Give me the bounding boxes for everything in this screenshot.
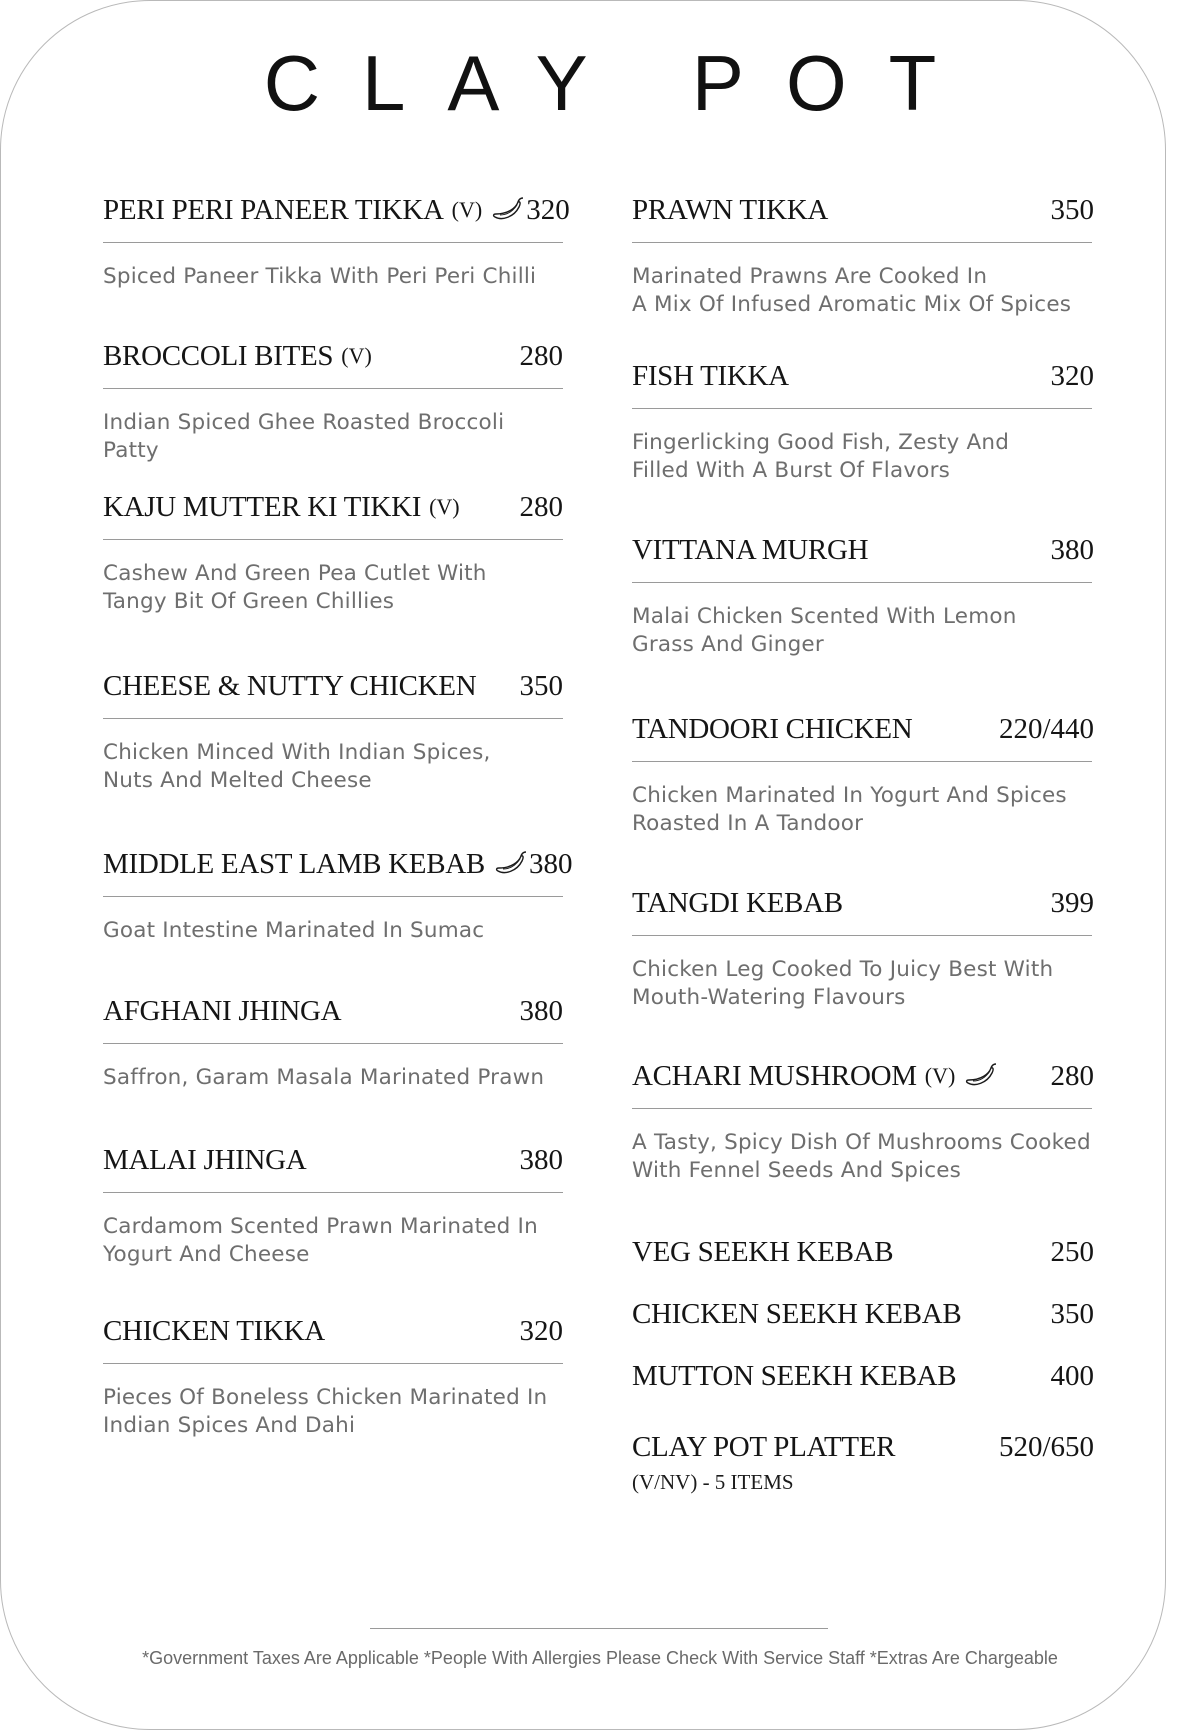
item-divider — [103, 1192, 563, 1193]
menu-item — [103, 339, 563, 465]
menu-item — [103, 994, 563, 1092]
menu-item — [103, 1314, 563, 1440]
item-name: CHICKEN TIKKA — [103, 1315, 325, 1347]
item-title-group — [103, 339, 372, 373]
item-header — [632, 533, 1094, 567]
item-header — [103, 193, 570, 227]
item-header — [632, 1359, 1094, 1393]
item-description: Cashew And Green Pea Cutlet With Tangy Bit Of Green Chillies — [103, 561, 487, 615]
item-name: CHEESE & NUTTY CHICKEN — [103, 670, 477, 702]
item-price: 280 — [519, 340, 563, 372]
item-name: VEG SEEKH KEBAB — [632, 1236, 894, 1268]
item-name: CHICKEN SEEKH KEBAB — [632, 1298, 962, 1330]
item-divider — [103, 242, 563, 243]
item-divider — [632, 1108, 1092, 1109]
item-header — [632, 886, 1094, 920]
item-name: MUTTON SEEKH KEBAB — [632, 1360, 957, 1392]
item-description: Spiced Paneer Tikka With Peri Peri Chilli — [103, 264, 537, 290]
veg-tag: (V) — [924, 1063, 956, 1088]
item-price: 380 — [519, 1144, 563, 1176]
item-divider — [632, 761, 1092, 762]
item-name: BROCCOLI BITES — [103, 340, 334, 372]
menu-item — [632, 1359, 1094, 1393]
item-price: 220/440 — [998, 713, 1094, 745]
item-header — [103, 994, 563, 1028]
menu-item — [103, 1143, 563, 1269]
item-header — [103, 669, 563, 703]
item-description: Saffron, Garam Masala Marinated Prawn — [103, 1065, 545, 1091]
item-description: Fingerlicking Good Fish, Zesty And Filled With A Burst Of Flavors — [632, 430, 1010, 484]
item-description: Malai Chicken Scented With Lemon Grass And Ginger — [632, 604, 1017, 658]
item-price: 399 — [1050, 887, 1094, 919]
item-price: 380 — [519, 995, 563, 1027]
item-title-group — [632, 1297, 961, 1331]
item-name: PERI PERI PANEER TIKKA — [103, 194, 444, 226]
item-title-group — [103, 669, 476, 703]
item-divider — [632, 935, 1092, 936]
item-header — [632, 359, 1094, 393]
menu-item — [103, 669, 563, 795]
item-name: AFGHANI JHINGA — [103, 995, 342, 1027]
veg-tag: (V) — [429, 494, 460, 519]
item-title-group — [632, 1059, 999, 1093]
item-description: Chicken Minced With Indian Spices, Nuts And Melted Cheese — [103, 740, 491, 794]
item-header — [103, 1143, 563, 1177]
item-description: Cardamom Scented Prawn Marinated In Yogurt And Cheese — [103, 1214, 538, 1268]
item-name: FISH TIKKA — [632, 360, 789, 392]
item-title-group — [103, 1143, 306, 1177]
chili-icon — [965, 1063, 999, 1089]
item-header — [632, 712, 1094, 746]
item-name: VITTANA MURGH — [632, 534, 869, 566]
item-title-group — [103, 193, 526, 227]
item-description: A Tasty, Spicy Dish Of Mushrooms Cooked With Fennel Seeds And Spices — [632, 1130, 1091, 1184]
item-price: 350 — [519, 670, 563, 702]
item-title-group — [103, 994, 341, 1028]
item-divider — [103, 1363, 563, 1364]
item-price: 320 — [1050, 360, 1094, 392]
item-divider — [103, 896, 563, 897]
item-price: 520/650 — [998, 1431, 1094, 1463]
item-header — [632, 193, 1094, 227]
item-price: 280 — [1050, 1060, 1094, 1092]
item-title-group — [632, 712, 912, 746]
item-description: Goat Intestine Marinated In Sumac — [103, 918, 485, 944]
item-price: 350 — [1050, 194, 1094, 226]
menu-item — [632, 533, 1094, 659]
item-price: 320 — [519, 1315, 563, 1347]
item-name: TANGDI KEBAB — [632, 887, 843, 919]
item-description: Chicken Marinated In Yogurt And Spices Roasted In A Tandoor — [632, 783, 1067, 837]
item-title-group — [632, 1430, 895, 1464]
item-name: MIDDLE EAST LAMB KEBAB — [103, 848, 485, 880]
item-title-group — [632, 533, 868, 567]
chili-icon — [495, 851, 529, 877]
item-price: 380 — [528, 848, 573, 880]
menu-item — [632, 1297, 1094, 1331]
item-header — [632, 1430, 1094, 1464]
item-title-group — [632, 193, 828, 227]
item-price: 380 — [1050, 534, 1094, 566]
menu-item — [103, 490, 563, 616]
item-header — [103, 847, 573, 881]
item-divider — [632, 408, 1092, 409]
item-header — [632, 1297, 1094, 1331]
item-description: Indian Spiced Ghee Roasted Broccoli Patty — [103, 410, 505, 464]
item-header — [632, 1235, 1094, 1269]
veg-tag: (V) — [451, 197, 483, 222]
item-name: MALAI JHINGA — [103, 1144, 307, 1176]
menu-item — [632, 1059, 1094, 1185]
item-title-group — [632, 1235, 893, 1269]
item-title-group — [103, 490, 460, 524]
chili-icon — [492, 197, 526, 223]
item-header — [632, 1059, 1094, 1093]
item-divider — [103, 718, 563, 719]
veg-tag: (V) — [341, 343, 372, 368]
item-name: PRAWN TIKKA — [632, 194, 829, 226]
menu-item — [632, 1235, 1094, 1269]
menu-item — [103, 193, 570, 291]
item-header — [103, 339, 563, 373]
item-description: Pieces Of Boneless Chicken Marinated In Indian Spices And Dahi — [103, 1385, 548, 1439]
item-description: Marinated Prawns Are Cooked In A Mix Of Infused Aromatic Mix Of Spices — [632, 264, 1072, 318]
item-divider — [103, 1043, 563, 1044]
item-title-group — [103, 847, 529, 881]
item-price: 280 — [519, 491, 563, 523]
menu-item — [632, 359, 1094, 485]
item-name: CLAY POT PLATTER — [632, 1431, 896, 1463]
item-divider — [103, 388, 563, 389]
item-price: 320 — [526, 194, 570, 226]
menu-item — [632, 1430, 1094, 1495]
item-description: Chicken Leg Cooked To Juicy Best With Mouth-Watering Flavours — [632, 957, 1054, 1011]
item-price: 250 — [1050, 1236, 1094, 1268]
item-name: KAJU MUTTER KI TIKKI — [103, 491, 422, 523]
item-header — [103, 1314, 563, 1348]
item-divider — [103, 539, 563, 540]
item-title-group — [103, 1314, 325, 1348]
footer-note: *Government Taxes Are Applicable *People With Allergies Please Check With Service Staff *Extras Are Chargeable — [142, 1648, 1058, 1668]
platter-subtitle: (V/NV) - 5 ITEMS — [632, 1470, 794, 1494]
item-divider — [632, 242, 1092, 243]
menu-item — [632, 886, 1094, 1012]
item-name: ACHARI MUSHROOM — [632, 1060, 917, 1092]
item-divider — [632, 582, 1092, 583]
menu-item — [103, 847, 573, 945]
item-price: 400 — [1050, 1360, 1094, 1392]
item-name: TANDOORI CHICKEN — [632, 713, 913, 745]
menu-item — [632, 712, 1094, 838]
menu-item — [632, 193, 1094, 319]
item-title-group — [632, 1359, 956, 1393]
item-header — [103, 490, 563, 524]
item-title-group — [632, 886, 843, 920]
item-title-group — [632, 359, 789, 393]
footer-divider — [370, 1628, 828, 1629]
item-price: 350 — [1050, 1298, 1094, 1330]
menu-title: CLAY POT — [263, 39, 979, 127]
